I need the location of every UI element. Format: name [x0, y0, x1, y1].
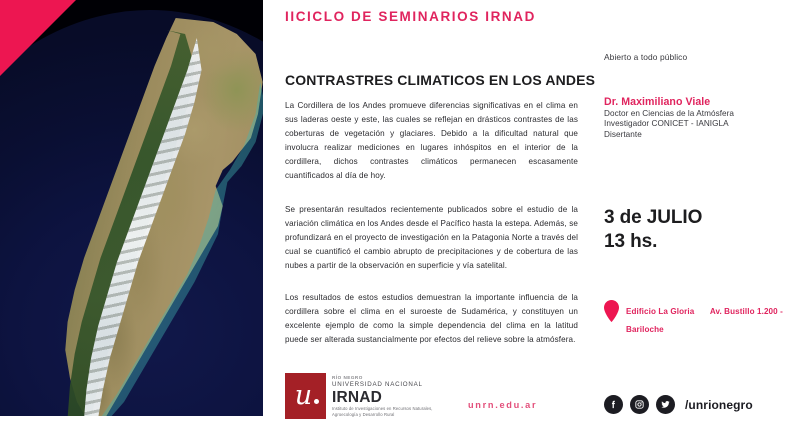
details-column: [604, 0, 800, 424]
irnad-unrn-logo: [285, 373, 436, 419]
website-url[interactable]: unrn.edu.ar: [468, 400, 538, 410]
main-content-column: [285, 0, 596, 424]
logo-institute-subtitle: Instituto de Investigaciones en Recursos Naturales, Agroecología y Desarrollo Rural: [332, 406, 433, 417]
venue-name: Edificio La Gloria: [626, 307, 695, 316]
logo-wordmark: [332, 375, 436, 417]
speaker-name: Dr. Maximiliano Viale: [604, 96, 711, 108]
abstract-paragraph-1: La Cordillera de los Andes promueve diferencias significativas en el clima en sus laderas oeste y este, las cuales se reflejan en drásticos contrastes de las coberturas de vegetación y glaciares. Debido a la dificultad natural que involucra realizar mediciones en lugares inhóspitos en el interior de la cordillera, dichos contrastes climáticos permanecen escasamente cuantificados al día de hoy.: [285, 101, 578, 181]
speaker-title: Doctor en Ciencias de la Atmósfera: [604, 109, 735, 118]
social-links-row: [604, 395, 753, 414]
logo-universidad-line: UNIVERSIDAD NACIONAL: [332, 380, 423, 388]
facebook-icon[interactable]: [604, 395, 623, 414]
open-to-public-note: Abierto a todo público: [604, 52, 688, 62]
event-time: 13 hs.: [604, 231, 658, 252]
speaker-role: Disertante: [604, 129, 642, 139]
u-dot-icon: [314, 399, 319, 404]
venue-text: [626, 299, 800, 337]
venue-address: Av. Bustillo 1.200 - Bariloche: [626, 307, 783, 334]
event-date: 3 de JULIO: [604, 207, 703, 228]
unrn-u-mark: [285, 373, 326, 419]
event-datetime-block: [604, 206, 702, 254]
abstract-paragraph-3: Los resultados de estos estudios demuestran la importante influencia de la cordillera sobre el clima en el suroeste de Sudamérica, y constituyen un excelente ejemplo de como la simple dependencia del clima en la latitud puede ser alterada sustancialmente por efectos del relieve sobre la atmósfera.: [285, 293, 578, 345]
logo-rionegro-line: RÍO NEGRO: [332, 374, 363, 380]
location-pin-icon: [604, 300, 619, 322]
abstract-paragraph-2: Se presentarán resultados recientemente publicados sobre el estudio de la variación climática en los Andes desde el Pacífico hasta la estepa. Además, se profundizará en el proyecto de investigación en la Patagonia Norte a través del cual se cuantificó el cambio abrupto de precipitaciones y de cobertura de las nubes a partir de la observación en superficie y vía satelital.: [285, 205, 578, 271]
instagram-icon[interactable]: [630, 395, 649, 414]
talk-title: CONTRASTRES CLIMATICOS EN LOS ANDES: [285, 72, 596, 88]
venue-block: [604, 299, 800, 337]
corner-triangle-accent: [0, 0, 76, 76]
u-letter-glyph: u: [294, 379, 313, 411]
twitter-icon[interactable]: [656, 395, 675, 414]
seminar-series-kicker: IICICLO DE SEMINARIOS IRNAD: [285, 9, 536, 24]
speaker-block: [604, 96, 734, 140]
logo-irnad-line: IRNAD: [332, 389, 383, 407]
satellite-image-andes: [0, 0, 263, 416]
speaker-affiliation: Investigador CONICET - IANIGLA: [604, 119, 729, 129]
social-handle[interactable]: /unrionegro: [685, 397, 753, 412]
